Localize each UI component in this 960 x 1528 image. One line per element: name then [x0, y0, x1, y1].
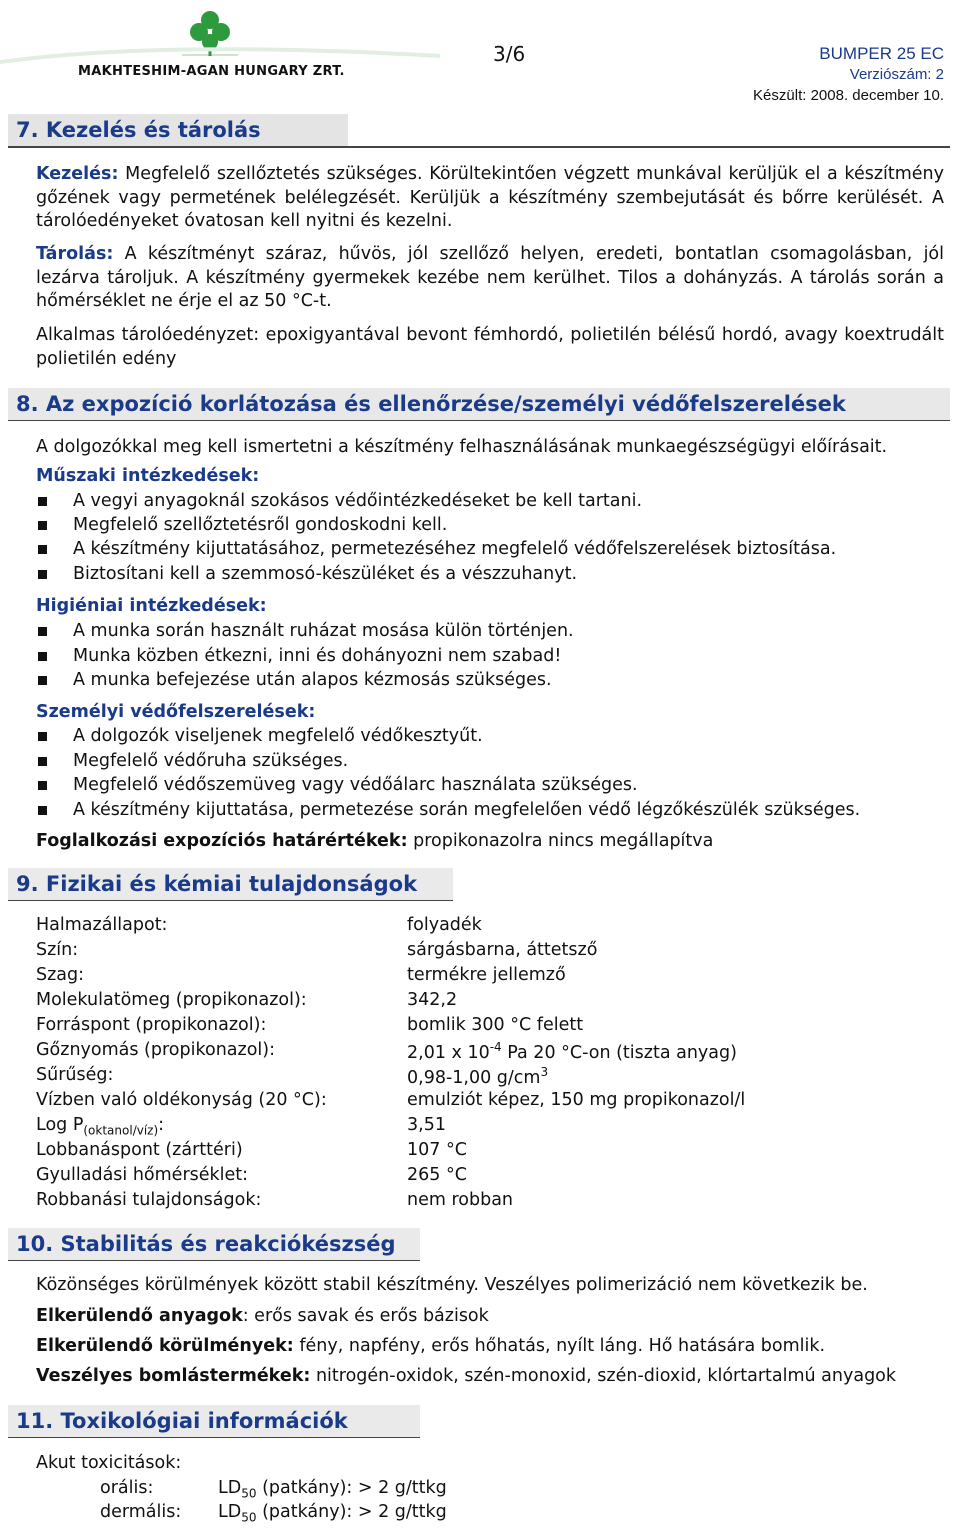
- section-10-title: 10. Stabilitás és reakciókészség: [16, 1232, 396, 1256]
- property-value: sárgásbarna, áttetsző: [407, 940, 598, 960]
- decomposition-text: nitrogén-oxidok, szén-monoxid, szén-dioxid, klórtartalmú anyagok: [310, 1366, 897, 1386]
- bullet-square-icon: [38, 806, 47, 815]
- list-item: Megfelelő védőruha szükséges.: [36, 751, 936, 775]
- property-value: 107 °C: [407, 1140, 467, 1160]
- property-row: [36, 915, 936, 939]
- decomposition-products: [36, 1365, 944, 1389]
- property-value: 265 °C: [407, 1165, 467, 1185]
- bullet-square-icon: [38, 732, 47, 741]
- property-key: Sűrűség:: [36, 1065, 114, 1085]
- tox-value-oral: $LD_{50}$ (patkány): > 2 g/ttkg: [218, 1478, 447, 1501]
- tox-route: orális:: [100, 1478, 154, 1498]
- property-row: [36, 1040, 936, 1064]
- property-value: termékre jellemző: [407, 965, 566, 985]
- exposure-limits: [36, 830, 944, 854]
- list-item: Megfelelő védőszemüveg vagy védőálarc használata szükséges.: [36, 775, 936, 799]
- property-row: [36, 1140, 936, 1164]
- handling-text: Megfelelő szellőztetés szükséges. Körültekintően végzett munkával kerüljük el a készítmény gőzének vagy permetének belélegzését. Kerüljük a készítmény szembejutását és bőrre kerülését. A tárolóedényeket óvatosan kell nyitni és kezelni.: [36, 164, 944, 231]
- property-key: Szag:: [36, 965, 85, 985]
- avoid-materials: [36, 1305, 944, 1329]
- avoid-conditions-label: Elkerülendő körülmények:: [36, 1336, 294, 1356]
- avoid-conditions: [36, 1335, 944, 1359]
- property-key: Gyulladási hőmérséklet:: [36, 1165, 249, 1185]
- list-item: A dolgozók viseljenek megfelelő védőkesztyűt.: [36, 726, 936, 750]
- tox-route: dermális:: [100, 1502, 182, 1522]
- property-row: [36, 990, 936, 1014]
- swoosh-decoration-icon: [0, 36, 440, 66]
- section-8-header: [8, 388, 950, 421]
- property-key: Vízben való oldékonyság (20 °C):: [36, 1090, 327, 1110]
- property-value: bomlik 300 °C felett: [407, 1015, 584, 1035]
- property-row: [36, 1165, 936, 1189]
- property-key: Gőznyomás (propikonazol):: [36, 1040, 275, 1060]
- section-11-title: 11. Toxikológiai információk: [16, 1409, 348, 1433]
- section-7-rule: [8, 146, 950, 148]
- container-text: Alkalmas tárolóedényzet: epoxigyantával bevont fémhordó, polietilén bélésű hordó, avagy koextrudált polietilén edény: [36, 325, 944, 369]
- list-item: A munka befejezése után alapos kézmosás szükséges.: [36, 670, 936, 694]
- property-value: emulziót képez, 150 mg propikonazol/l: [407, 1090, 746, 1110]
- hygiene-heading: Higiéniai intézkedések:: [36, 596, 267, 616]
- storage-paragraph: [36, 243, 944, 314]
- property-value: 0,98-1,00 $g/cm^3$: [407, 1065, 549, 1088]
- property-value: 342,2: [407, 990, 458, 1010]
- property-row: [36, 1065, 936, 1089]
- bullet-square-icon: [38, 497, 47, 506]
- property-key: Log $P_{(oktanol/víz)}$:: [36, 1115, 165, 1138]
- section-9-header: [8, 868, 453, 901]
- property-row: [36, 1015, 936, 1039]
- list-item: A készítmény kijuttatása, permetezése során megfelelően védő légzőkészülék szükséges.: [36, 800, 936, 824]
- page-number: 3/6: [493, 42, 526, 66]
- property-key: Molekulatömeg (propikonazol):: [36, 990, 307, 1010]
- property-key: Lobbanáspont (zárttéri): [36, 1140, 243, 1160]
- tox-row-oral: [100, 1478, 153, 1504]
- product-name: BUMPER 25 EC: [819, 44, 944, 63]
- avoid-materials-text: : erős savak és erős bázisok: [242, 1306, 489, 1326]
- section-10-header: [8, 1228, 420, 1261]
- property-row: [36, 1115, 936, 1139]
- section-11-header: [8, 1405, 420, 1438]
- list-item: Megfelelő szellőztetésről gondoskodni kell.: [36, 515, 936, 539]
- list-item: Biztosítani kell a szemmosó-készüléket és a vészzuhanyt.: [36, 564, 936, 588]
- property-value: folyadék: [407, 915, 482, 935]
- avoid-conditions-text: fény, napfény, erős hőhatás, nyílt láng. Hő hatására bomlik.: [293, 1336, 826, 1356]
- property-key: Szín:: [36, 940, 79, 960]
- decomposition-label: Veszélyes bomlástermékek:: [36, 1366, 311, 1386]
- handling-paragraph: [36, 163, 944, 234]
- bullet-square-icon: [38, 545, 47, 554]
- bullet-square-icon: [38, 570, 47, 579]
- tox-value-dermal: $LD_{50}$ (patkány): > 2 g/ttkg: [218, 1502, 447, 1525]
- list-item: A vegyi anyagoknál szokásos védőintézkedéseket be kell tartani.: [36, 491, 936, 515]
- bullet-square-icon: [38, 676, 47, 685]
- property-key: Halmazállapot:: [36, 915, 168, 935]
- list-item: A készítmény kijuttatásához, permetezéséhez megfelelő védőfelszerelések biztosítása.: [36, 539, 936, 563]
- list-item: Munka közben étkezni, inni és dohányozni nem szabad!: [36, 646, 936, 670]
- version-label: Verziószám: 2: [849, 66, 944, 83]
- exposure-limits-label: Foglalkozási expozíciós határértékek:: [36, 831, 408, 851]
- property-value: 3,51: [407, 1115, 446, 1135]
- logo-swoosh: [0, 36, 440, 66]
- bullet-square-icon: [38, 521, 47, 530]
- stability-text: Közönséges körülmények között stabil készítmény. Veszélyes polimerizáció nem következik be.: [36, 1275, 868, 1295]
- section-9-title: 9. Fizikai és kémiai tulajdonságok: [16, 872, 418, 896]
- storage-text: A készítményt száraz, hűvös, jól szellőző helyen, eredeti, bontatlan csomagolásban, jól lezárva tároljuk. A készítmény gyermekek kezébe nem kerülhet. Tilos a dohányzás. A tárolás során a hőmérséklet ne érje el az 50 °C-t.: [36, 244, 944, 311]
- property-value: 2,01 x $10^{-4}$ Pa 20 °C-on (tiszta anyag): [407, 1040, 737, 1063]
- bullet-square-icon: [38, 627, 47, 636]
- bullet-square-icon: [38, 652, 47, 661]
- container-paragraph: [36, 324, 944, 371]
- tech-measures-heading: Műszaki intézkedések:: [36, 466, 260, 486]
- bullet-square-icon: [38, 757, 47, 766]
- company-name: MAKHTESHIM-AGAN HUNGARY ZRT.: [78, 64, 345, 79]
- section-7-title: 7. Kezelés és tárolás: [16, 118, 261, 142]
- storage-label: Tárolás:: [36, 244, 114, 264]
- property-row: [36, 940, 936, 964]
- tox-row-dermal: [100, 1502, 181, 1528]
- property-row: [36, 965, 936, 989]
- property-key: Robbanási tulajdonságok:: [36, 1190, 262, 1210]
- exposure-intro: A dolgozókkal meg kell ismertetni a készítmény felhasználásának munkaegészségügyi előírásait.: [36, 437, 888, 457]
- property-row: [36, 1190, 936, 1214]
- ppe-heading: Személyi védőfelszerelések:: [36, 702, 316, 722]
- handling-label: Kezelés:: [36, 164, 119, 184]
- avoid-materials-label: Elkerülendő anyagok: [36, 1306, 243, 1326]
- section-7-header: [8, 114, 348, 146]
- property-value: nem robban: [407, 1190, 514, 1210]
- acute-toxicity-heading: Akut toxicitások:: [36, 1453, 182, 1473]
- bullet-square-icon: [38, 781, 47, 790]
- date-label: Készült: 2008. december 10.: [753, 87, 944, 104]
- list-item: A munka során használt ruházat mosása külön történjen.: [36, 621, 936, 645]
- exposure-limits-text: propikonazolra nincs megállapítva: [407, 831, 714, 851]
- property-row: [36, 1090, 936, 1114]
- property-key: Forráspont (propikonazol):: [36, 1015, 267, 1035]
- section-8-title: 8. Az expozíció korlátozása és ellenőrzése/személyi védőfelszerelések: [16, 392, 846, 416]
